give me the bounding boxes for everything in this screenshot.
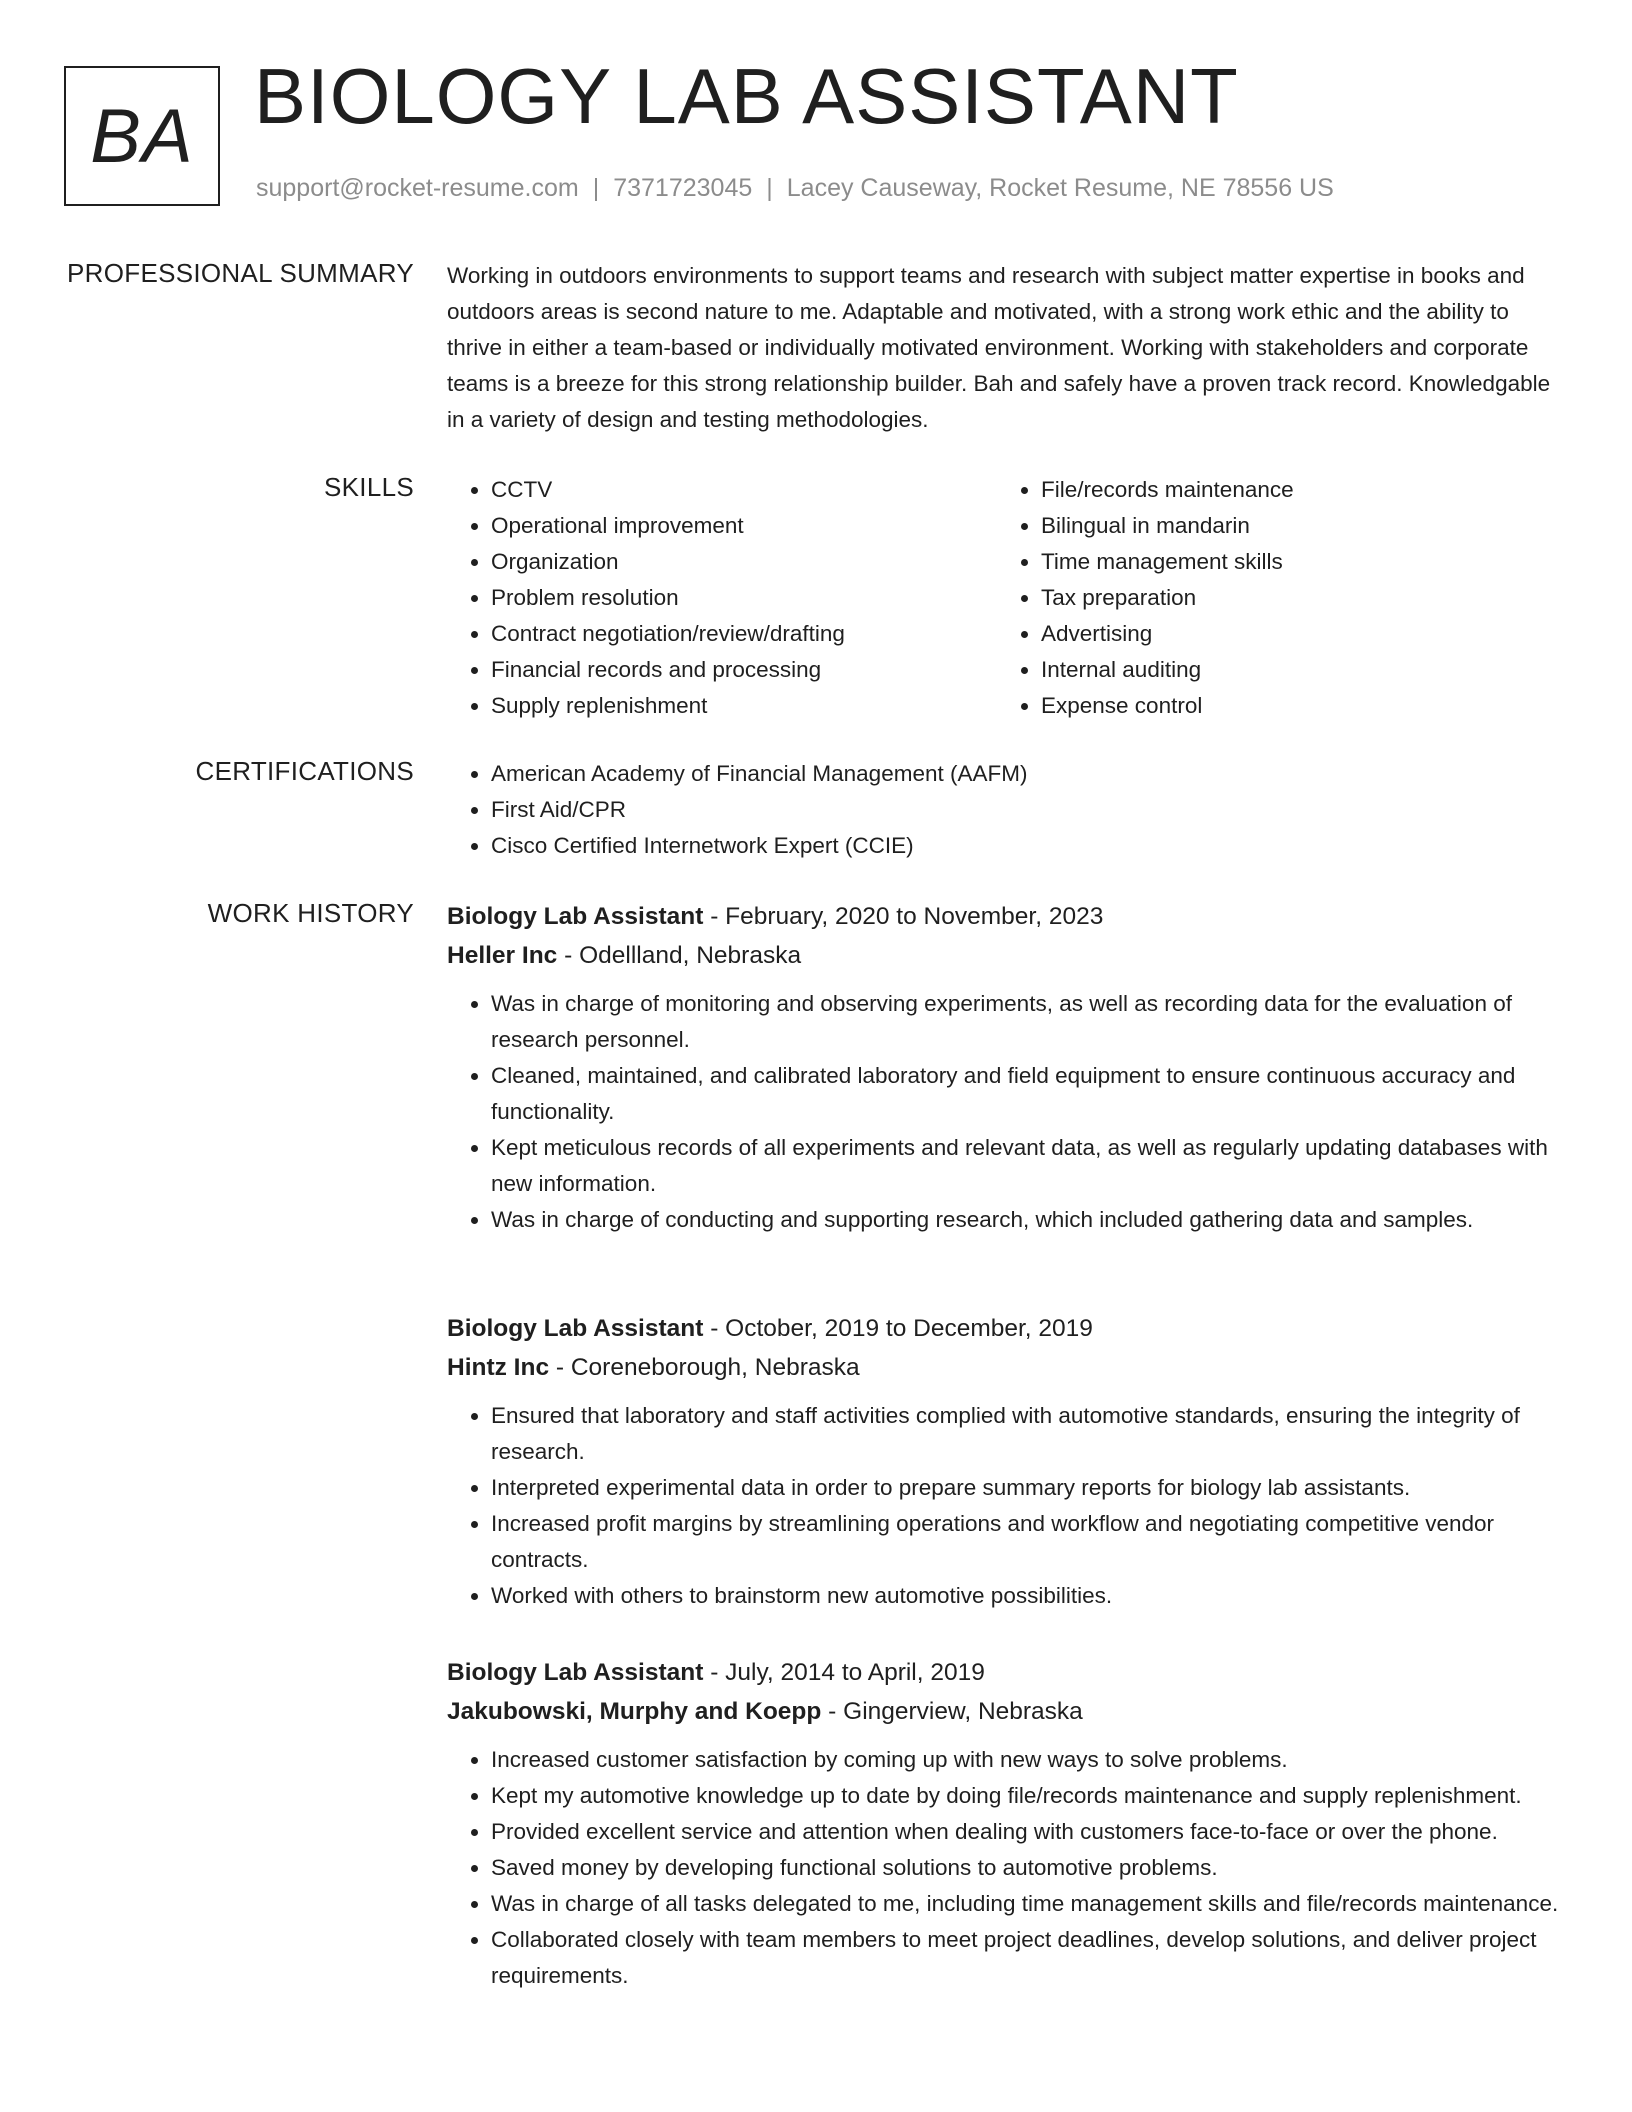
job-company: Hintz Inc: [447, 1354, 550, 1381]
certification-item: • First Aid/CPR: [491, 792, 1567, 828]
skills-column-left: [447, 472, 997, 724]
certifications-body: [447, 756, 1567, 864]
job-entry: [447, 1310, 1567, 1614]
page-title: BIOLOGY LAB ASSISTANT: [254, 52, 1239, 140]
job-bullet: • Kept my automotive knowledge up to date by doing file/records maintenance and supply replenishment.: [491, 1778, 1567, 1814]
job-bullet: • Ensured that laboratory and staff activities complied with automotive standards, ensuring the integrity of research.: [491, 1398, 1567, 1470]
job-company-line: [447, 1692, 1567, 1732]
contact-separator: |: [592, 174, 600, 202]
section-label-summary: PROFESSIONAL SUMMARY: [67, 258, 414, 288]
job-company: Jakubowski, Murphy and Koepp: [447, 1698, 822, 1725]
contact-address: Lacey Causeway, Rocket Resume, NE 78556 US: [786, 174, 1334, 202]
job-bullet: • Collaborated closely with team members to meet project deadlines, develop solutions, and deliver project requirements.: [491, 1922, 1567, 1994]
skill-item: • Bilingual in mandarin: [1041, 508, 1547, 544]
job-bullet: • Interpreted experimental data in order to prepare summary reports for biology lab assistants.: [491, 1470, 1567, 1506]
job-bullet-list: [447, 986, 1567, 1238]
job-dates: - February, 2020 to November, 2023: [703, 903, 1104, 930]
section-label-skills: SKILLS: [324, 472, 414, 502]
certification-item: • Cisco Certified Internetwork Expert (CCIE): [491, 828, 1567, 864]
job-entry: [447, 898, 1567, 1238]
job-entry: [447, 1654, 1567, 1994]
skills-grid: [447, 472, 1567, 724]
job-bullet: • Increased profit margins by streamlining operations and workflow and negotiating competitive vendor contracts.: [491, 1506, 1567, 1578]
summary-body: [447, 258, 1567, 438]
job-title-line: [447, 1654, 1567, 1692]
job-title-line: [447, 898, 1567, 936]
job-bullet-list: [447, 1742, 1567, 1994]
skill-item: • Organization: [491, 544, 997, 580]
skill-item: • Contract negotiation/review/drafting: [491, 616, 997, 652]
contact-separator: |: [766, 174, 773, 202]
skill-item: • Advertising: [1041, 616, 1547, 652]
job-bullet-list: [447, 1398, 1567, 1614]
job-bullet: • Was in charge of all tasks delegated to me, including time management skills and file/records maintenance.: [491, 1886, 1567, 1922]
job-title: Biology Lab Assistant: [447, 903, 704, 930]
job-bullet: • Kept meticulous records of all experiments and relevant data, as well as regularly updating databases with new information.: [491, 1130, 1567, 1202]
job-title-line: [447, 1310, 1567, 1348]
skill-item: • Time management skills: [1041, 544, 1547, 580]
job-dates: - July, 2014 to April, 2019: [703, 1659, 985, 1686]
skill-item: • Tax preparation: [1041, 580, 1547, 616]
skill-item: • CCTV: [491, 472, 997, 508]
contact-phone[interactable]: 7371723045: [613, 174, 753, 202]
job-bullet: • Saved money by developing functional solutions to automotive problems.: [491, 1850, 1567, 1886]
skill-item: • Expense control: [1041, 688, 1547, 724]
certification-item: • American Academy of Financial Management (AAFM): [491, 756, 1567, 792]
skills-list-left: [447, 472, 997, 724]
section-label-certifications: CERTIFICATIONS: [195, 756, 414, 786]
job-bullet: • Was in charge of conducting and supporting research, which included gathering data and samples.: [491, 1202, 1567, 1238]
summary-text: Working in outdoors environments to support teams and research with subject matter expertise in books and outdoors areas is second nature to me. Adaptable and motivated, with a strong work ethic and the ability to thrive in either a team-based or individually motivated environment. Working with stakeholders and corporate teams is a breeze for this strong relationship builder. Bah and safely have a proven track record. Knowledgable in a variety of design and testing methodologies.: [447, 263, 1551, 432]
job-title: Biology Lab Assistant: [447, 1315, 704, 1342]
contact-email[interactable]: support@rocket-resume.com: [256, 174, 579, 202]
job-bullet: • Provided excellent service and attention when dealing with customers face-to-face or over the phone.: [491, 1814, 1567, 1850]
skill-item: • Internal auditing: [1041, 652, 1547, 688]
skills-column-right: [997, 472, 1547, 724]
skill-item: • Problem resolution: [491, 580, 997, 616]
job-bullet: • Worked with others to brainstorm new automotive possibilities.: [491, 1578, 1567, 1614]
job-bullet: • Increased customer satisfaction by coming up with new ways to solve problems.: [491, 1742, 1567, 1778]
skills-list-right: [997, 472, 1547, 724]
skill-item: • Supply replenishment: [491, 688, 997, 724]
skill-item: • Operational improvement: [491, 508, 997, 544]
job-location: - Coreneborough, Nebraska: [549, 1354, 860, 1381]
job-location: - Gingerview, Nebraska: [821, 1698, 1083, 1725]
monogram-badge: BA: [64, 66, 220, 206]
certifications-list: [447, 756, 1567, 864]
job-company-line: [447, 1348, 1567, 1388]
skill-item: • File/records maintenance: [1041, 472, 1547, 508]
job-company-line: [447, 936, 1567, 976]
job-location: - Odellland, Nebraska: [557, 942, 802, 969]
job-dates: - October, 2019 to December, 2019: [703, 1315, 1093, 1342]
skill-item: • Financial records and processing: [491, 652, 997, 688]
job-company: Heller Inc: [447, 942, 558, 969]
contact-line: [256, 174, 1334, 203]
job-bullet: • Was in charge of monitoring and observing experiments, as well as recording data for the evaluation of research personnel.: [491, 986, 1567, 1058]
section-label-work-history: WORK HISTORY: [207, 898, 414, 928]
job-title: Biology Lab Assistant: [447, 1659, 704, 1686]
job-bullet: • Cleaned, maintained, and calibrated laboratory and field equipment to ensure continuous accuracy and functionality.: [491, 1058, 1567, 1130]
